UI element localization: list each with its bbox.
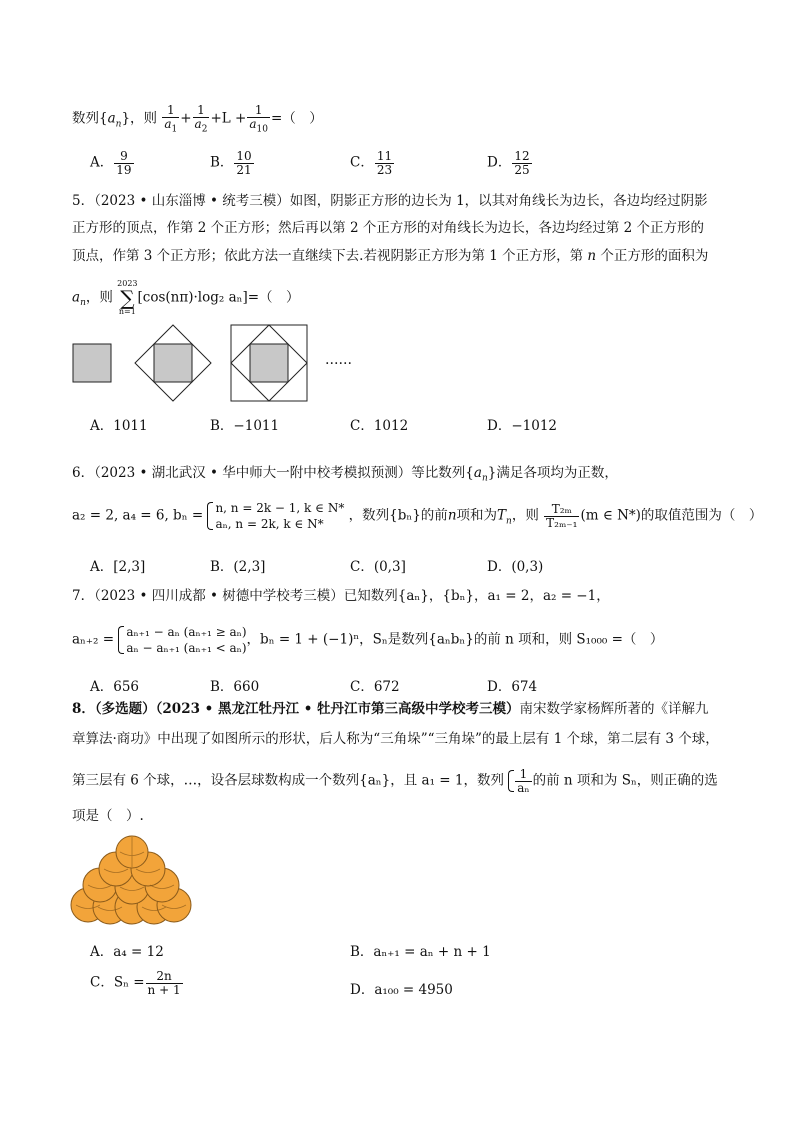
q7-piecewise: aₙ₊₁ − aₙ (aₙ₊₁ ≥ aₙ) aₙ − aₙ₊₁ (aₙ₊₁ < aₙ) — [118, 624, 246, 656]
q4-stem: 数列$\{a_n\}$，则 $\frac{1}{a_1}$ + $\frac{1}{a_2}$ +L + $\frac{1}{a_{10}}$ =（ ） — [72, 103, 323, 134]
q8-line1: 8．（多选题）（2023 • 黑龙江牡丹江 • 牡丹江市第三高级中学校考三模）南宋数学家杨辉所著的《详解九 — [72, 701, 709, 717]
q5-option-c[interactable]: C．1012 — [350, 418, 409, 434]
summation: 2023 ∑ n=1 — [117, 279, 138, 316]
q7-option-c[interactable]: C．672 — [350, 679, 400, 695]
q8-line4: 项是（ ）. — [72, 808, 144, 824]
q8-line3: 第三层有 6 个球，…，设各层球数构成一个数列{aₙ}，且 a₁ = 1，数列 $\frac{1}{\text{aₙ}}$ 的前 n 项和为 Sₙ，则正确的选 — [72, 767, 718, 795]
q6-line1: 6．（2023 • 湖北武汉 • 华中师大一附中校考模拟预测）等比数列$\{a_n\}$满足各项均为正数， — [72, 465, 618, 484]
q6-piecewise: n, n = 2k − 1, k ∈ N* aₙ, n = 2k, k ∈ N* — [207, 500, 344, 532]
q8-line2: 章算法·商功》中出现了如图所示的形状，后人称为“三角垛”“三角垛”的最上层有 1 个球，第二层有 3 个球， — [72, 731, 719, 747]
q6-line2: a₂ = 2, a₄ = 6, bₙ = n, n = 2k − 1, k ∈ N* aₙ, n = 2k, k ∈ N* ，数列{bₙ}的前n项和为$T_n$，则 $\frac{\text{T₂ₘ}}{\text{T₂ₘ₋₁}}$ (m ∈ N*)的取值范围为（ ） — [72, 501, 763, 532]
q6-option-b[interactable]: B．(2,3] — [210, 559, 266, 575]
q7-line2: aₙ₊₂ = aₙ₊₁ − aₙ (aₙ₊₁ ≥ aₙ) aₙ − aₙ₊₁ (aₙ₊₁ < aₙ) ，bₙ = 1 + (−1)ⁿ，Sₙ是数列{aₙbₙ}的前 n 项和，则 S₁₀₀₀ =（ ） — [72, 625, 664, 656]
ball-pile-figure — [70, 835, 194, 927]
q8-option-a[interactable]: A．a₄ = 12 — [90, 944, 164, 960]
option-a[interactable]: A． $\frac{9}{19}$ — [90, 149, 132, 177]
q5-line1: 5．（2023 • 山东淄博 • 统考三模）如图，阴影正方形的边长为 1，以其对角线长为边长，各边均经过阴影 — [72, 193, 708, 209]
square-2-group — [135, 325, 211, 401]
q7-option-d[interactable]: D．674 — [487, 679, 538, 695]
q8-option-b[interactable]: B．aₙ₊₁ = aₙ + n + 1 — [350, 944, 491, 960]
q5-option-a[interactable]: A．1011 — [90, 418, 148, 434]
square-1 — [73, 344, 111, 382]
option-b[interactable]: B． $\frac{10}{21}$ — [210, 149, 252, 177]
q5-line4: $a_n$，则 2023 ∑ n=1[cos(nπ)·log₂ aₙ]=（ ） — [72, 279, 300, 316]
q5-line3: 顶点，作第 3 个正方形；依此方法一直继续下去.若视阴影正方形为第 1 个正方形，第 n 个正方形的面积为 — [72, 248, 709, 264]
square-3-group — [231, 325, 307, 401]
q7-line1: 7．（2023 • 四川成都 • 树德中学校考三模）已知数列{aₙ}，{bₙ}，a₁ = 2，a₂ = −1， — [72, 588, 610, 604]
q7-option-a[interactable]: A．656 — [90, 679, 140, 695]
q6-option-a[interactable]: A．[2,3] — [90, 559, 146, 575]
q8-option-d[interactable]: D．a₁₀₀ = 4950 — [350, 982, 453, 998]
q8-option-c[interactable]: C．Sₙ = $\frac{2n}{n + 1}$ — [90, 969, 181, 997]
ellipsis: …… — [325, 352, 352, 368]
q5-line2: 正方形的顶点，作第 2 个正方形；然后再以第 2 个正方形的对角线长为边长，各边均经过第 2 个正方形的 — [72, 220, 705, 236]
q5-option-d[interactable]: D．−1012 — [487, 418, 557, 434]
option-c[interactable]: C． $\frac{11}{23}$ — [350, 149, 393, 177]
option-d[interactable]: D． $\frac{12}{25}$ — [487, 149, 530, 177]
frac-1-a1: $\frac{1}{a_1}$ — [164, 103, 178, 134]
q6-option-c[interactable]: C．(0,3] — [350, 559, 406, 575]
q5-option-b[interactable]: B．−1011 — [210, 418, 280, 434]
q6-option-d[interactable]: D．(0,3) — [487, 559, 544, 575]
q7-option-b[interactable]: B．660 — [210, 679, 260, 695]
